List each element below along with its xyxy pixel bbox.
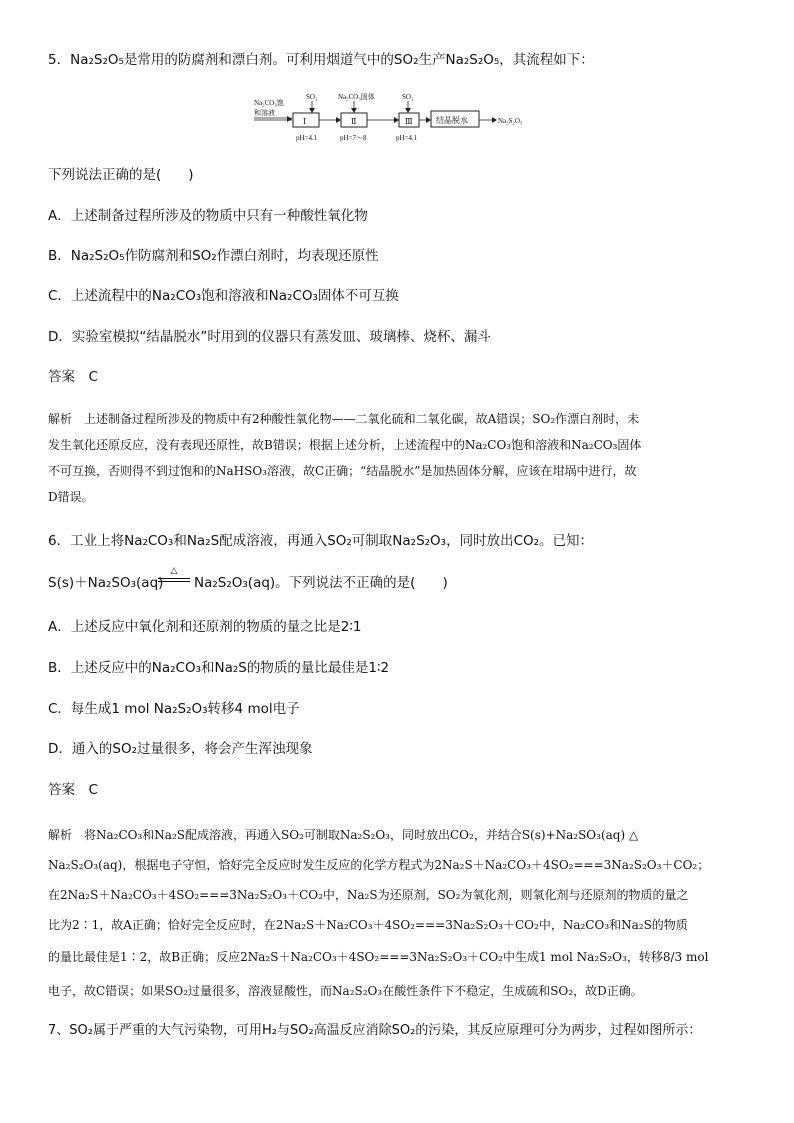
q6-answer: 答案 C [48,782,98,798]
q6-stem: 6．工业上将Na₂CO₃和Na₂S配成溶液，再通入SO₂可制取Na₂S₂O₃，同时放出CO₂。已知： [48,533,594,549]
q5-explanation-line-4: D错误。 [48,490,94,504]
flow-ph-1: pH=4.1 [296,134,318,142]
q5-stem: 5．Na₂S₂O₅是常用的防腐剂和漂白剂。可利用烟道气中的SO₂生产Na₂S₂O₅，其流程如下： [48,52,594,68]
q5-prompt: 下列说法正确的是( ) [48,167,194,183]
flow-output-label: Na₂S₂O₅ [498,117,523,125]
q6-explanation-line-2: Na₂S₂O₃(aq)，根据电子守恒，恰好完全反应时发生反应的化学方程式为2Na₂S＋Na₂CO₃＋4SO₂===3Na₂S₂O₃＋CO₂； [48,858,710,872]
flow-box-1-label: Ⅰ [303,117,307,126]
q6-explanation-line-3: 在2Na₂S＋Na₂CO₃＋4SO₂===3Na₂S₂O₃＋CO₂中，Na₂S为还原剂，SO₂为氧化剂，则氧化剂与还原剂的物质的量之 [48,888,689,902]
q6-explanation-line-1: 解析 将Na₂CO₃和Na₂S配成溶液，再通入SO₂可制取Na₂S₂O₃，同时放出CO₂，并结合S(s)+Na₂SO₃(aq) △ [48,828,639,842]
q5-option-a: A．上述制备过程所涉及的物质中只有一种酸性氧化物 [48,208,368,224]
q5-option-b: B．Na₂S₂O₅作防腐剂和SO₂作漂白剂时，均表现还原性 [48,248,379,264]
flow-box-2-label: Ⅱ [351,117,357,126]
q7-stem: 7、SO₂属于严重的大气污染物，可用H₂与SO₂高温反应消除SO₂的污染，其反应原理可分为两步，过程如图所示： [48,1023,702,1038]
q6-option-a: A．上述反应中氧化剂和还原剂的物质的量之比是2∶1 [48,619,362,635]
q6-explanation-line-4: 比为2∶1，故A正确；恰好完全反应时，在2Na₂S＋Na₂CO₃＋4SO₂===3Na₂S₂O₃＋CO₂中，Na₂CO₃和Na₂S的物质 [48,918,688,932]
q5-answer: 答案 C [48,369,98,385]
q6-option-c: C．每生成1 mol Na₂S₂O₃转移4 mol电子 [48,701,300,717]
q5-flowchart [252,90,552,146]
q6-equation-right: Na₂S₂O₃(aq)。下列说法不正确的是( ) [194,575,448,591]
q5-explanation-line-3: 不可互换，否则得不到过饱和的NaHSO₃溶液，故C正确；“结晶脱水”是加热固体分解，应该在坩埚中进行，故 [48,464,637,478]
flow-so2-label-2: SO₂ [402,93,414,101]
q6-option-b: B．上述反应中的Na₂CO₃和Na₂S的物质的量比最佳是1∶2 [48,660,390,676]
reaction-arrow [157,566,191,582]
flow-ph-3: pH=4.1 [396,134,418,142]
flow-so2-label-1: SO₂ [306,93,318,101]
q5-option-c: C．上述流程中的Na₂CO₃饱和溶液和Na₂CO₃固体不可互换 [48,288,399,304]
flow-box-3-label: Ⅲ [405,117,413,126]
flow-input-label-2: 和溶液 [254,109,275,117]
flow-input-label: Na₂CO₃饱 [254,99,284,107]
q6-explanation-line-5: 的量比最佳是1∶2，故B正确；反应2Na₂S＋Na₂CO₃＋4SO₂===3Na₂S₂O₃＋CO₂中生成1 mol Na₂S₂O₃，转移8/3 mol [48,950,709,964]
q5-option-d: D．实验室模拟“结晶脱水”时用到的仪器只有蒸发皿、玻璃棒、烧杯、漏斗 [48,329,491,345]
q6-equation-left: S(s)＋Na₂SO₃(aq) [48,575,164,591]
q6-explanation-line-6: 电子，故C错误；如果SO₂过量很多，溶液显酸性，而Na₂S₂O₃在酸性条件下不稳定，生成硫和SO₂，故D正确。 [48,984,643,998]
heat-condition-label: △ [170,566,178,576]
q6-option-d: D．通入的SO₂过量很多，将会产生浑浊现象 [48,741,313,757]
q5-explanation-line-2: 发生氧化还原反应，没有表现还原性，故B错误；根据上述分析，上述流程中的Na₂CO₃饱和溶液和Na₂CO₃固体 [48,438,642,452]
flow-box-4-label: 结晶脱水 [436,116,468,125]
flow-na2co3-solid-label: Na₂CO₃固体 [338,93,375,101]
flow-ph-2: pH=7～8 [340,134,367,142]
q5-explanation-line-1: 解析 上述制备过程所涉及的物质中有2种酸性氧化物——二氧化硫和二氧化碳，故A错误；SO₂作漂白剂时，未 [48,412,640,426]
